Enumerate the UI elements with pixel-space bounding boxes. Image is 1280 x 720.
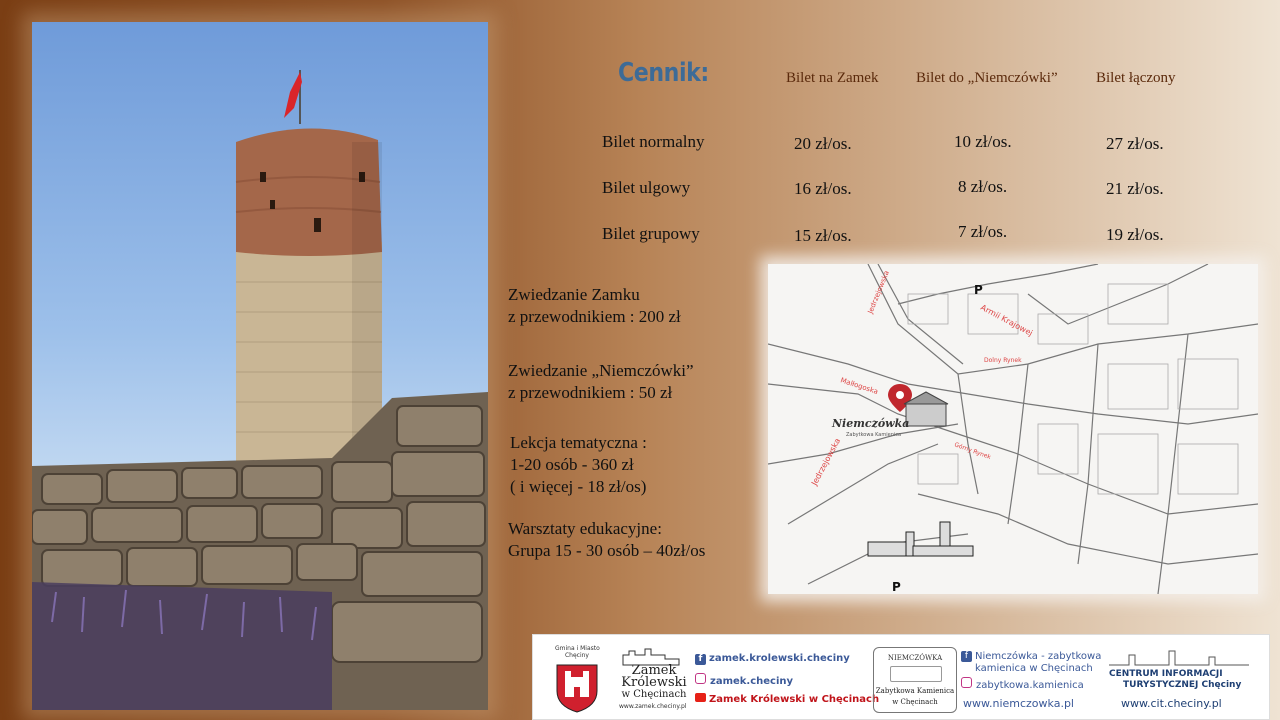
instagram-icon [695,673,706,684]
svg-text:Niemczówka: Niemczówka [832,417,910,430]
coat-of-arms-icon [555,663,599,713]
instagram-link-zamek[interactable]: zamek.checiny [695,673,793,687]
column-header-castle: Bilet na Zamek [786,70,879,86]
zamek-logo-text: Zamek Królewski w Chęcinach [621,663,687,700]
niemczowka-logo: NIEMCZÓWKA Zabytkowa Kamienica w Chęcinach [873,647,957,713]
offer-line: Warsztaty edukacyjne: [508,519,662,538]
offer-line: Lekcja tematyczna : [510,433,647,452]
price-group-niemczowka: 7 zł/os. [958,222,1008,241]
pricing-title: Cennik: [618,58,709,88]
svg-text:Jedrzejowska: Jedrzejowska [809,436,843,487]
gmina-label: Gmina i Miasto Chęciny [555,645,600,659]
town-map [768,264,1258,594]
offer-workshops [508,518,705,562]
cit-url[interactable]: www.cit.checiny.pl [1121,697,1222,710]
price-group-combined: 19 zł/os. [1106,225,1164,244]
castle-sketch [868,522,973,556]
parking-icon: P [892,580,901,594]
price-reduced-niemczowka: 8 zł/os. [958,177,1008,196]
svg-text:Zabytkowa Kamienica: Zabytkowa Kamienica [846,432,902,438]
castle-tower-photo [32,22,488,710]
offer-castle-guide [508,284,681,328]
price-normal-combined: 27 zł/os. [1106,134,1164,153]
row-label-reduced: Bilet ulgowy [602,178,691,197]
svg-text:Dolny Rynek: Dolny Rynek [984,357,1022,364]
facebook-icon: f [695,654,706,665]
zamek-url[interactable]: www.zamek.checiny.pl [619,703,687,710]
row-label-group: Bilet grupowy [602,224,700,243]
offer-line: Zwiedzanie „Niemczówki” [508,361,694,380]
cit-logo-text: CENTRUM INFORMACJI TURYSTYCZNEJ Chęciny [1109,669,1242,690]
offer-line: Grupa 15 - 30 osób – 40zł/os [508,541,706,560]
offer-line: Zwiedzanie Zamku [508,285,640,304]
price-normal-castle: 20 zł/os. [794,134,852,153]
price-reduced-combined: 21 zł/os. [1106,179,1164,198]
facebook-link-zamek[interactable]: f zamek.krolewski.checiny [695,653,850,665]
map-drawing [768,264,1258,594]
price-normal-niemczowka: 10 zł/os. [954,132,1012,151]
offer-line: z przewodnikiem : 50 zł [508,383,673,402]
facebook-link-niemczowka[interactable]: f Niemczówka - zabytkowa kamienica w Chęcinach [961,651,1101,675]
parking-icon: P [974,283,983,297]
niemczowka-url[interactable]: www.niemczowka.pl [963,697,1074,710]
offer-thematic-lesson [510,432,647,498]
price-reduced-castle: 16 zł/os. [794,179,852,198]
footer-partners [532,634,1270,720]
youtube-icon [695,693,706,702]
tower-illustration [32,22,488,710]
youtube-link-zamek[interactable]: Zamek Królewski w Chęcinach [695,693,879,705]
svg-text:Górny Rynek: Górny Rynek [953,441,992,461]
cit-skyline-icon [1109,649,1249,667]
row-label-normal: Bilet normalny [602,132,705,151]
offer-niemczowka-guide [508,360,694,404]
offer-line: z przewodnikiem : 200 zł [508,307,681,326]
column-header-combined: Bilet łączony [1096,70,1176,86]
instagram-icon [961,677,972,688]
svg-text:Malłogoska: Malłogoska [839,376,880,396]
svg-text:Jedrzejowska: Jedrzejowska [866,269,891,315]
offer-line: 1-20 osób - 360 zł [510,455,634,474]
svg-text:Armii Krajowej: Armii Krajowej [979,302,1035,338]
column-header-niemczowka: Bilet do „Niemczówki” [916,70,1058,86]
price-group-castle: 15 zł/os. [794,226,852,245]
offer-line: ( i więcej - 18 zł/os) [510,477,647,496]
instagram-link-niemczowka[interactable]: zabytkowa.kamienica [961,677,1084,691]
facebook-icon: f [961,651,972,662]
